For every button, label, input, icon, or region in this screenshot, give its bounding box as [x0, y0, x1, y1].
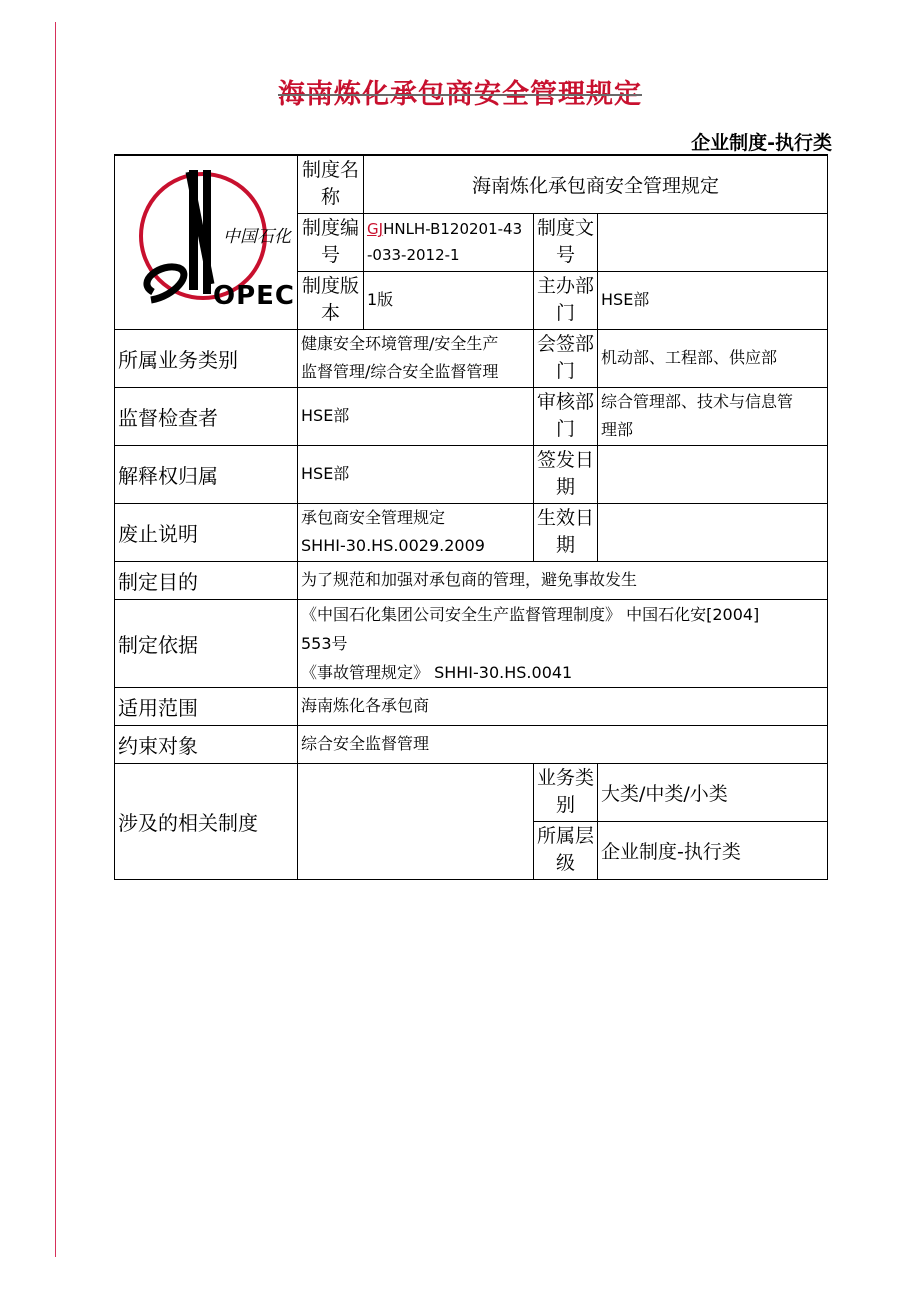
label-biz-type: 业务类别: [534, 763, 598, 821]
label-code: 制度编号: [298, 213, 364, 271]
row-name: [115, 155, 828, 213]
document-category: 企业制度-执行类: [691, 132, 832, 154]
value-level: 企业制度-执行类: [598, 821, 828, 879]
label-business-category: 所属业务类别: [115, 329, 298, 387]
value-code-rest: HNLH-B120201-43: [383, 220, 523, 238]
label-countersign: 会签部门: [534, 329, 598, 387]
label-interpretation: 解释权归属: [115, 445, 298, 503]
row-interpretation: [115, 445, 828, 503]
value-host-dept: HSE部: [598, 271, 828, 329]
row-purpose: [115, 561, 828, 599]
row-related-1: [115, 763, 828, 821]
value-abolition: 承包商安全管理规定 SHHI-30.HS.0029.2009: [298, 503, 534, 561]
row-scope: [115, 687, 828, 725]
label-effective-date: 生效日期: [534, 503, 598, 561]
row-basis: [115, 599, 828, 687]
label-constraint: 约束对象: [115, 725, 298, 763]
logo-chinese-text: 中国石化: [223, 227, 291, 248]
value-countersign: 机动部、工程部、供应部: [598, 329, 828, 387]
row-business-category: [115, 329, 828, 387]
row-inspector: [115, 387, 828, 445]
value-scope: 海南炼化各承包商: [298, 687, 828, 725]
value-code-line2: -033-2012-1: [367, 246, 460, 264]
value-code: [364, 213, 534, 271]
value-basis: 《中国石化集团公司安全生产监督管理制度》 中国石化安[2004] 553号 《事故管理规定》 SHHI-30.HS.0041: [298, 599, 828, 687]
regulation-info-table: [114, 154, 828, 880]
sinopec-logo-icon: [131, 164, 295, 316]
value-code-prefix: GJ: [367, 220, 384, 238]
label-review-dept: 审核部门: [534, 387, 598, 445]
label-host-dept: 主办部门: [534, 271, 598, 329]
label-version: 制度版本: [298, 271, 364, 329]
label-related: 涉及的相关制度: [115, 763, 298, 879]
value-related: [298, 763, 534, 879]
value-interpretation: HSE部: [298, 445, 534, 503]
label-name: 制度名称: [298, 155, 364, 213]
label-purpose: 制定目的: [115, 561, 298, 599]
document-title: 海南炼化承包商安全管理规定: [278, 79, 642, 110]
value-doc-no: [598, 213, 828, 271]
value-inspector: HSE部: [298, 387, 534, 445]
value-biz-type: 大类/中类/小类: [598, 763, 828, 821]
label-doc-no: 制度文号: [534, 213, 598, 271]
value-version: 1版: [364, 271, 534, 329]
label-issue-date: 签发日期: [534, 445, 598, 503]
value-name: 海南炼化承包商安全管理规定: [364, 155, 828, 213]
logo-brand-text: OPEC: [213, 281, 295, 312]
label-abolition: 废止说明: [115, 503, 298, 561]
value-effective-date: [598, 503, 828, 561]
label-basis: 制定依据: [115, 599, 298, 687]
row-abolition: [115, 503, 828, 561]
value-business-category: 健康安全环境管理/安全生产 监督管理/综合安全监督管理: [298, 329, 534, 387]
label-inspector: 监督检查者: [115, 387, 298, 445]
margin-line: [55, 22, 56, 1257]
sinopec-logo: [115, 155, 298, 329]
value-constraint: 综合安全监督管理: [298, 725, 828, 763]
row-constraint: [115, 725, 828, 763]
value-purpose: 为了规范和加强对承包商的管理，避免事故发生: [298, 561, 828, 599]
label-scope: 适用范围: [115, 687, 298, 725]
label-level: 所属层级: [534, 821, 598, 879]
value-review-dept: 综合管理部、技术与信息管 理部: [598, 387, 828, 445]
value-issue-date: [598, 445, 828, 503]
